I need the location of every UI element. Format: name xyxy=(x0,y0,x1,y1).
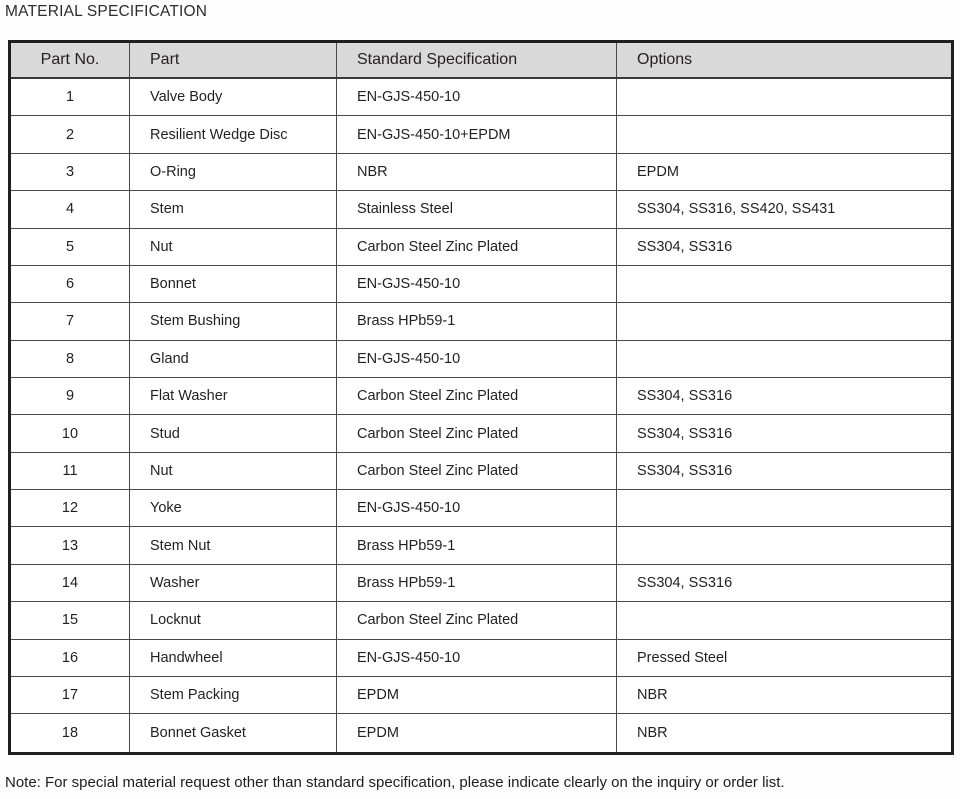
cell-options: SS304, SS316, SS420, SS431 xyxy=(617,191,953,228)
cell-part: Stem Nut xyxy=(130,527,337,564)
cell-standard-spec: NBR xyxy=(337,153,617,190)
cell-options: SS304, SS316 xyxy=(617,377,953,414)
header-cell-part-no: Part No. xyxy=(10,42,130,78)
cell-options: EPDM xyxy=(617,153,953,190)
cell-part-no: 10 xyxy=(10,415,130,452)
table-row xyxy=(10,377,953,414)
cell-options: Pressed Steel xyxy=(617,639,953,676)
cell-part-no: 3 xyxy=(10,153,130,190)
cell-part-no: 18 xyxy=(10,714,130,754)
table-row xyxy=(10,265,953,302)
cell-standard-spec: Carbon Steel Zinc Plated xyxy=(337,377,617,414)
cell-options xyxy=(617,78,953,116)
cell-part-no: 7 xyxy=(10,303,130,340)
header-cell-options: Options xyxy=(617,42,953,78)
header-cell-part: Part xyxy=(130,42,337,78)
cell-part: O-Ring xyxy=(130,153,337,190)
cell-options xyxy=(617,265,953,302)
cell-options xyxy=(617,490,953,527)
cell-standard-spec: Brass HPb59-1 xyxy=(337,527,617,564)
cell-part-no: 6 xyxy=(10,265,130,302)
table-row xyxy=(10,228,953,265)
cell-part-no: 11 xyxy=(10,452,130,489)
cell-part: Flat Washer xyxy=(130,377,337,414)
cell-part-no: 1 xyxy=(10,78,130,116)
cell-part: Stem Packing xyxy=(130,676,337,713)
cell-part-no: 12 xyxy=(10,490,130,527)
table-row xyxy=(10,153,953,190)
table-body xyxy=(10,78,953,754)
table-row xyxy=(10,415,953,452)
cell-part: Resilient Wedge Disc xyxy=(130,116,337,153)
cell-standard-spec: Carbon Steel Zinc Plated xyxy=(337,602,617,639)
cell-part-no: 16 xyxy=(10,639,130,676)
table-row xyxy=(10,714,953,754)
cell-part: Yoke xyxy=(130,490,337,527)
cell-part-no: 2 xyxy=(10,116,130,153)
cell-part: Nut xyxy=(130,452,337,489)
cell-options xyxy=(617,527,953,564)
table-row xyxy=(10,602,953,639)
cell-standard-spec: Brass HPb59-1 xyxy=(337,303,617,340)
note-text: Note: For special material request other than standard specification, please indicate clearly on the inquiry or order list. xyxy=(5,774,785,791)
cell-standard-spec: Carbon Steel Zinc Plated xyxy=(337,228,617,265)
table-row xyxy=(10,564,953,601)
table-header-row xyxy=(10,42,953,78)
cell-options: SS304, SS316 xyxy=(617,228,953,265)
table-row xyxy=(10,676,953,713)
cell-options: SS304, SS316 xyxy=(617,564,953,601)
cell-options xyxy=(617,116,953,153)
table-row xyxy=(10,340,953,377)
cell-part-no: 15 xyxy=(10,602,130,639)
cell-part-no: 5 xyxy=(10,228,130,265)
cell-options: SS304, SS316 xyxy=(617,452,953,489)
cell-part: Nut xyxy=(130,228,337,265)
cell-standard-spec: EN-GJS-450-10 xyxy=(337,340,617,377)
table-row xyxy=(10,490,953,527)
cell-part-no: 9 xyxy=(10,377,130,414)
table-row xyxy=(10,191,953,228)
cell-standard-spec: EN-GJS-450-10 xyxy=(337,78,617,116)
cell-part-no: 14 xyxy=(10,564,130,601)
page-title: MATERIAL SPECIFICATION xyxy=(5,3,208,20)
cell-options xyxy=(617,303,953,340)
cell-standard-spec: Brass HPb59-1 xyxy=(337,564,617,601)
material-spec-table xyxy=(8,40,954,755)
cell-standard-spec: EPDM xyxy=(337,676,617,713)
table-row xyxy=(10,639,953,676)
cell-standard-spec: Carbon Steel Zinc Plated xyxy=(337,415,617,452)
cell-options xyxy=(617,340,953,377)
cell-standard-spec: EN-GJS-450-10 xyxy=(337,265,617,302)
cell-part-no: 17 xyxy=(10,676,130,713)
cell-options: NBR xyxy=(617,714,953,754)
cell-part: Gland xyxy=(130,340,337,377)
cell-part: Bonnet Gasket xyxy=(130,714,337,754)
cell-standard-spec: EN-GJS-450-10+EPDM xyxy=(337,116,617,153)
cell-part: Washer xyxy=(130,564,337,601)
cell-standard-spec: Stainless Steel xyxy=(337,191,617,228)
cell-options xyxy=(617,602,953,639)
cell-part-no: 4 xyxy=(10,191,130,228)
cell-part: Locknut xyxy=(130,602,337,639)
cell-part: Bonnet xyxy=(130,265,337,302)
table-row xyxy=(10,303,953,340)
table-row xyxy=(10,452,953,489)
cell-part: Stem Bushing xyxy=(130,303,337,340)
cell-standard-spec: EN-GJS-450-10 xyxy=(337,639,617,676)
cell-standard-spec: EPDM xyxy=(337,714,617,754)
cell-part: Stem xyxy=(130,191,337,228)
cell-options: SS304, SS316 xyxy=(617,415,953,452)
cell-standard-spec: Carbon Steel Zinc Plated xyxy=(337,452,617,489)
cell-part: Valve Body xyxy=(130,78,337,116)
table-row xyxy=(10,527,953,564)
cell-part-no: 13 xyxy=(10,527,130,564)
cell-standard-spec: EN-GJS-450-10 xyxy=(337,490,617,527)
table-row xyxy=(10,78,953,116)
cell-part: Stud xyxy=(130,415,337,452)
header-cell-standard-spec: Standard Specification xyxy=(337,42,617,78)
cell-part-no: 8 xyxy=(10,340,130,377)
cell-options: NBR xyxy=(617,676,953,713)
cell-part: Handwheel xyxy=(130,639,337,676)
table-row xyxy=(10,116,953,153)
